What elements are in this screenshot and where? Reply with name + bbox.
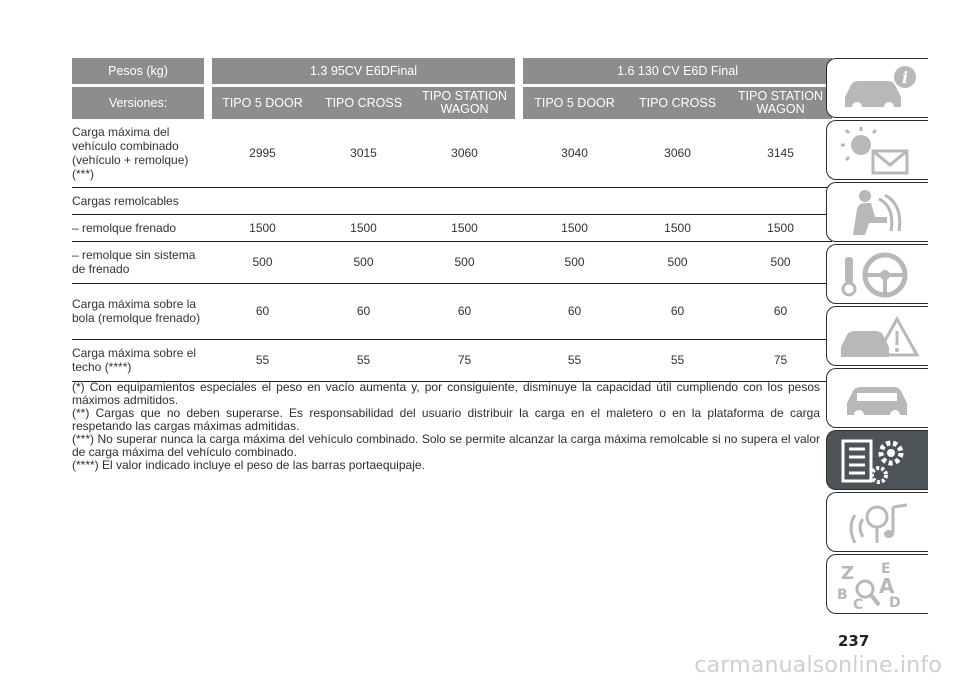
watermark: carmanualsonline.info [694, 653, 942, 678]
steering-key-icon [835, 249, 923, 301]
cell-value: 60 [626, 283, 729, 339]
row-label: Carga máxima sobre el techo (****) [72, 339, 204, 381]
cell-value: 75 [729, 339, 832, 381]
cell-value: 3015 [313, 119, 414, 187]
row-label: – remolque frenado [72, 214, 204, 241]
index-letter: B [837, 587, 848, 603]
tab-warning-lights[interactable] [826, 120, 928, 180]
multimedia-icon [835, 497, 923, 549]
cell-value: 60 [729, 283, 832, 339]
cell-value: 55 [313, 339, 414, 381]
cell-value: 500 [414, 241, 515, 283]
index-letter: D [889, 595, 901, 611]
cell-value: 1500 [626, 214, 729, 241]
header-weights-label: Pesos (kg) [72, 58, 204, 84]
car-maintenance-icon [835, 373, 923, 425]
cell-value: 60 [414, 283, 515, 339]
row-label: Carga máxima sobre la bola (remolque frenado) [72, 283, 204, 339]
cell-value: 75 [414, 339, 515, 381]
tab-emergency[interactable] [826, 306, 928, 366]
index-letter: E [881, 561, 891, 577]
header-versions-label: Versiones: [72, 87, 204, 119]
footnote: (*) Con equipamientos especiales el peso en vacío aumenta y, por consiguiente, disminuye la capacidad útil cumpliendo con los pesos máximos admitidos. [72, 380, 820, 407]
cell-value: 60 [212, 283, 313, 339]
table-row [72, 339, 832, 381]
table-row [72, 283, 832, 339]
cell-value: 60 [523, 283, 626, 339]
cell-value: 3060 [626, 119, 729, 187]
cell-value: 500 [313, 241, 414, 283]
tab-technical-data[interactable] [826, 430, 928, 490]
index-letter: A [879, 574, 895, 598]
cell-value: 1500 [414, 214, 515, 241]
cell-value: 500 [523, 241, 626, 283]
header-version-col: TIPO CROSS [626, 87, 729, 119]
cell-value: 2995 [212, 119, 313, 187]
cell-value: 500 [626, 241, 729, 283]
table-row [72, 241, 832, 283]
tab-multimedia[interactable] [826, 492, 928, 552]
cell-value: 55 [523, 339, 626, 381]
header-engine-group-1: 1.3 95CV E6DFinal [212, 58, 515, 84]
tab-maintenance[interactable] [826, 368, 928, 428]
cell-value: 3040 [523, 119, 626, 187]
tab-car-info[interactable] [826, 58, 928, 118]
breakdown-icon [835, 311, 923, 363]
cell-value: 1500 [729, 214, 832, 241]
cell-value: 3145 [729, 119, 832, 187]
footnote: (***) No superar nunca la carga máxima del vehículo combinado. Solo se permite alcanzar la carga máxima remolcable si no supera el valor de carga máxima del vehículo combinado. [72, 432, 820, 459]
footnote: (**) Cargas que no deben superarse. Es responsabilidad del usuario distribuir la carga en el maletero o en la plataforma de carga respetando las cargas máximas admitidas. [72, 406, 820, 433]
index-letter: C [853, 597, 864, 611]
cell-value: 500 [729, 241, 832, 283]
table-row [72, 119, 832, 187]
footnotes [72, 381, 820, 472]
row-label: – remolque sin sistema de frenado [72, 241, 204, 283]
alphabetical-index-icon [835, 559, 923, 611]
table-header-row-1 [72, 58, 832, 84]
index-letter: Z [841, 563, 855, 584]
header-version-col: TIPO STATION WAGON [729, 87, 832, 119]
cell-value: 3060 [414, 119, 515, 187]
seat-safety-icon [835, 187, 923, 239]
header-version-col: TIPO 5 DOOR [212, 87, 313, 119]
cell-value: 500 [212, 241, 313, 283]
cell-value: 1500 [212, 214, 313, 241]
tab-safety[interactable] [826, 182, 928, 242]
tab-starting-driving[interactable] [826, 244, 928, 304]
table-header-row-2 [72, 87, 832, 119]
row-label: Carga máxima del vehículo combinado (vehículo + remolque) (***) [72, 119, 204, 187]
technical-data-icon [835, 435, 923, 487]
cell-value: 60 [313, 283, 414, 339]
table-row [72, 214, 832, 241]
table-row [72, 187, 832, 214]
svg-text:i: i [902, 68, 909, 87]
page-number: 237 [838, 632, 870, 650]
header-version-col: TIPO STATION WAGON [414, 87, 515, 119]
header-version-col: TIPO 5 DOOR [523, 87, 626, 119]
cell-value: 55 [626, 339, 729, 381]
footnote: (****) El valor indicado incluye el peso de las barras portaequipaje. [72, 458, 425, 472]
row-label: Cargas remolcables [72, 187, 832, 214]
header-version-col: TIPO CROSS [313, 87, 414, 119]
cell-value: 1500 [313, 214, 414, 241]
header-engine-group-2: 1.6 130 CV E6D Final [523, 58, 832, 84]
warning-lights-icon [835, 125, 923, 177]
cell-value: 1500 [523, 214, 626, 241]
tab-index[interactable] [826, 554, 928, 614]
car-info-icon [835, 63, 923, 115]
weights-table [72, 58, 832, 382]
cell-value: 55 [212, 339, 313, 381]
